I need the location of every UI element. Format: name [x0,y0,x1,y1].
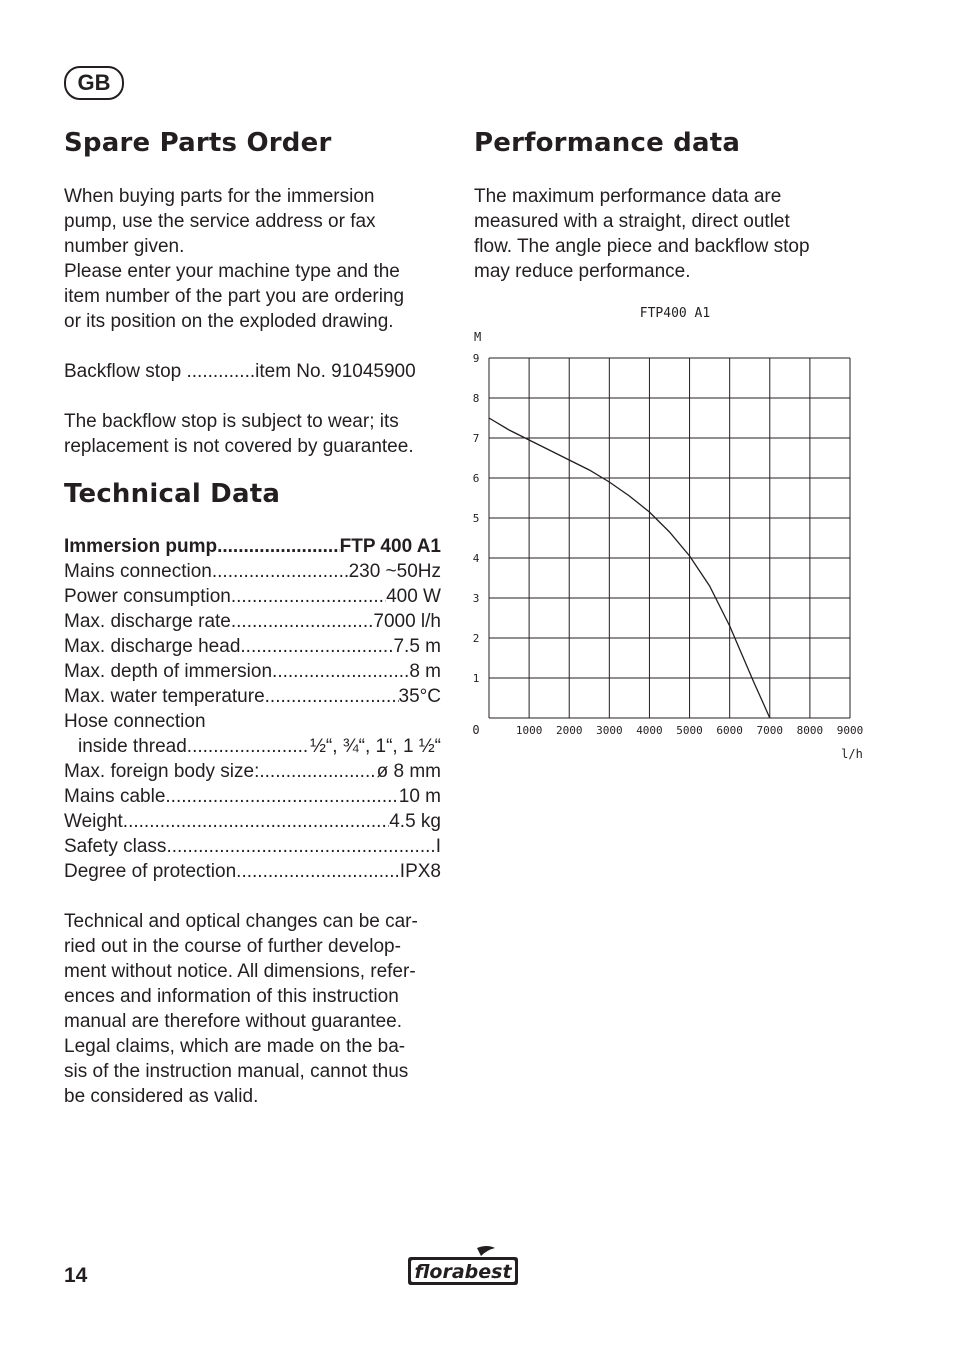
spec-value: I [435,836,441,857]
spec-row [64,834,441,859]
chart-tick-labels [473,352,864,737]
spec-label: Safety class [64,836,167,857]
spec-value: 230 ~50Hz [348,561,441,582]
spec-leader-dots [277,659,409,684]
chart-y-tick-label: 6 [472,472,480,485]
chart-y-tick-label: 9 [472,352,480,365]
chart-y-tick-label: 5 [472,512,480,525]
spec-label: Hose connection [64,711,206,732]
spec-label: Mains connection [64,561,212,582]
disclaimer: Technical and optical changes can be car- ried out in the course of further develop- ment without notice. All dimensions, refer- ences and information of this instruction manual are therefore without guarantee. Legal claims, which are made on the ba- sis of the instruction manual, cannot thus be considered as valid. [64,911,418,1107]
spec-value: 8 m [409,661,441,682]
spec-row [64,559,441,584]
technical-data-heading: Technical Data [64,479,281,509]
chart-y-tick-label: 8 [472,392,480,405]
spec-leader-dots [231,584,386,609]
chart-grid [489,358,850,718]
spec-value: IPX8 [399,861,441,882]
spec-label: Weight [64,811,123,832]
chart-y-tick-label: 1 [472,672,480,685]
spec-value: 7.5 m [393,636,441,657]
spec-value: 400 W [386,586,441,607]
spec-row [64,734,441,759]
chart-x-tick-label: 2000 [555,724,583,737]
spec-row [64,609,441,634]
spec-row [64,534,441,559]
chart-y-tick-label: 4 [472,552,480,565]
spec-label: Power consumption [64,586,231,607]
wear-note: The backflow stop is subject to wear; its replacement is not covered by guarantee. [64,411,414,457]
spec-leader-dots [246,634,394,659]
spec-label: Degree of protection [64,861,237,882]
spec-label: Max. depth of immersion. [64,661,278,682]
spec-label: inside thread [78,736,187,757]
chart-title: FTP400 A1 [639,306,711,321]
spec-row [64,784,441,809]
spec-row [64,759,441,784]
spec-leader-dots [166,834,435,859]
florabest-logo [405,1244,521,1290]
spec-row [64,659,441,684]
chart-x-tick-label: 4000 [636,724,663,737]
spec-list [64,534,441,884]
spec-row [64,709,441,734]
spec-row [64,809,441,834]
spec-leader-dots [259,759,376,784]
chart-x-tick-label: 7000 [756,724,784,737]
chart-y-tick-label: 7 [472,432,480,445]
chart-x-tick-label: 3000 [596,724,623,737]
spec-leader-dots [187,734,310,759]
chart-x-tick-label: 8000 [796,724,824,737]
spec-leader-dots [236,609,373,634]
chart-x-tick-label: 6000 [716,724,743,737]
chart-x-tick-label: 9000 [836,724,864,737]
spec-value: 35°C [398,686,441,707]
logo-wordmark: florabest [414,1261,512,1283]
spec-label: Max. discharge rate. [64,611,237,632]
spec-leader-dots [265,684,399,709]
spec-label: Max. foreign body size: [64,761,260,782]
chart-origin-label: 0 [472,723,480,737]
spec-value: 4.5 kg [389,811,441,832]
page-number: 14 [64,1264,88,1287]
performance-chart [466,296,876,771]
chart-x-tick-label: 1000 [515,724,543,737]
spec-row [64,684,441,709]
chart-y-axis-label: M [474,330,482,344]
performance-text: The maximum performance data are measured with a straight, direct outlet flow. The angle piece and backflow stop may reduce performance. [474,186,810,282]
spec-label: Immersion pump [64,536,218,557]
spec-row [64,634,441,659]
spec-value: FTP 400 A1 [339,536,441,557]
spec-row [64,584,441,609]
chart-x-tick-label: 5000 [676,724,703,737]
spec-leader-dots [212,559,349,584]
spec-label: Max. discharge head. [64,636,246,657]
spec-row [64,859,441,884]
performance-curve [489,418,770,718]
spec-label: Mains cable [64,786,166,807]
spare-parts-intro: When buying parts for the immersion pump, use the service address or fax number given. Please enter your machine type and the item number of the part you are ordering or its position on the exploded drawing. [64,186,405,332]
spec-leader-dots [165,784,398,809]
spec-value: ½“, ¾“, 1“, 1 ½“ [310,736,441,757]
spec-leader-dots [123,809,389,834]
spec-label: Max. water temperature [64,686,265,707]
spec-leader-dots [217,534,340,559]
chart-y-tick-label: 2 [472,632,480,645]
language-badge: GB [64,66,124,100]
chart-x-axis-label: l/h [841,747,863,761]
chart-y-tick-label: 3 [472,592,480,605]
performance-heading: Performance data [474,128,741,158]
spec-value: 10 m [398,786,441,807]
spec-value: ø 8 mm [376,761,441,782]
backflow-item-line: Backflow stop .............item No. 91045900 [64,361,416,382]
spare-parts-heading: Spare Parts Order [64,128,332,158]
spec-value: 7000 l/h [373,611,441,632]
spec-leader-dots [236,859,400,884]
